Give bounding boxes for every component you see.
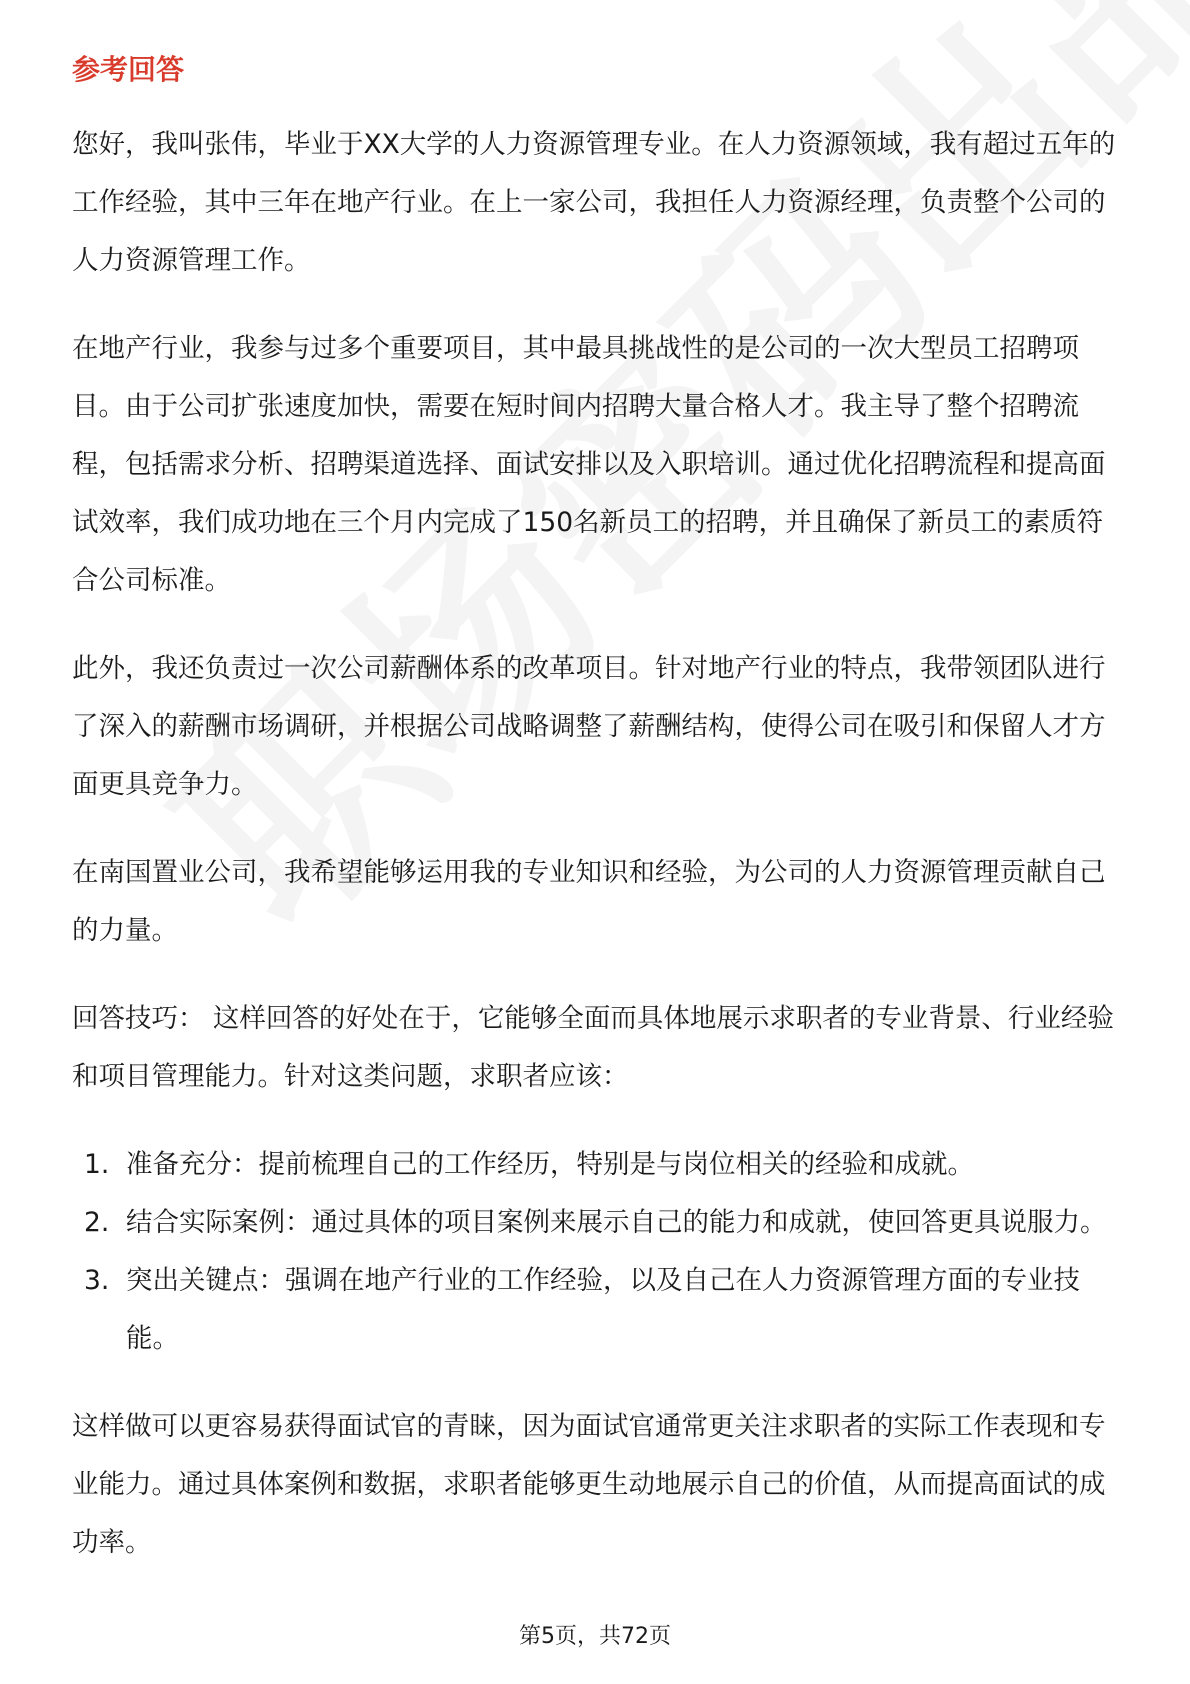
paragraph-project: 在地产行业，我参与过多个重要项目，其中最具挑战性的是公司的一次大型员工招聘项目。由于公司扩张速度加快，需要在短时间内招聘大量合格人才。我主导了整个招聘流程，包括需求分析、招聘渠道选择、面试安排以及入职培训。通过优化招聘流程和提高面试效率，我们成功地在三个月内完成了150名新员工的招聘，并且确保了新员工的素质符合公司标准。	[72, 333, 1106, 596]
list-item-text: 结合实际案例：通过具体的项目案例来展示自己的能力和成就，使回答更具说服力。	[126, 1207, 1107, 1238]
page-number: 第5页，共72页	[519, 1624, 671, 1649]
tips-list	[72, 1136, 1122, 1368]
paragraph-intro: 您好，我叫张伟，毕业于XX大学的人力资源管理专业。在人力资源领域，我有超过五年的工作经验，其中三年在地产行业。在上一家公司，我担任人力资源经理，负责整个公司的人力资源管理工作。	[72, 129, 1116, 276]
list-item	[72, 1136, 1122, 1194]
list-item	[72, 1252, 1122, 1368]
paragraph-closing: 这样做可以更容易获得面试官的青睐，因为面试官通常更关注求职者的实际工作表现和专业能力。通过具体案例和数据，求职者能够更生动地展示自己的价值，从而提高面试的成功率。	[72, 1411, 1106, 1558]
paragraph-compensation: 此外，我还负责过一次公司薪酬体系的改革项目。针对地产行业的特点，我带领团队进行了深入的薪酬市场调研，并根据公司战略调整了薪酬结构，使得公司在吸引和保留人才方面更具竞争力。	[72, 653, 1106, 800]
section-heading: 参考回答	[72, 53, 185, 86]
list-item	[72, 1194, 1122, 1252]
list-item-number: 3.	[84, 1265, 110, 1296]
list-item-text: 突出关键点：强调在地产行业的工作经验，以及自己在人力资源管理方面的专业技能。	[126, 1265, 1080, 1354]
list-item-text: 准备充分：提前梳理自己的工作经历，特别是与岗位相关的经验和成就。	[126, 1149, 974, 1180]
list-item-number: 2.	[84, 1207, 110, 1238]
paragraph-tips-intro: 回答技巧： 这样回答的好处在于，它能够全面而具体地展示求职者的专业背景、行业经验和项目管理能力。针对这类问题，求职者应该：	[72, 1003, 1114, 1092]
answer-body	[72, 116, 1122, 1602]
list-item-number: 1.	[84, 1149, 110, 1180]
paragraph-goal: 在南国置业公司，我希望能够运用我的专业知识和经验，为公司的人力资源管理贡献自己的力量。	[72, 857, 1106, 946]
